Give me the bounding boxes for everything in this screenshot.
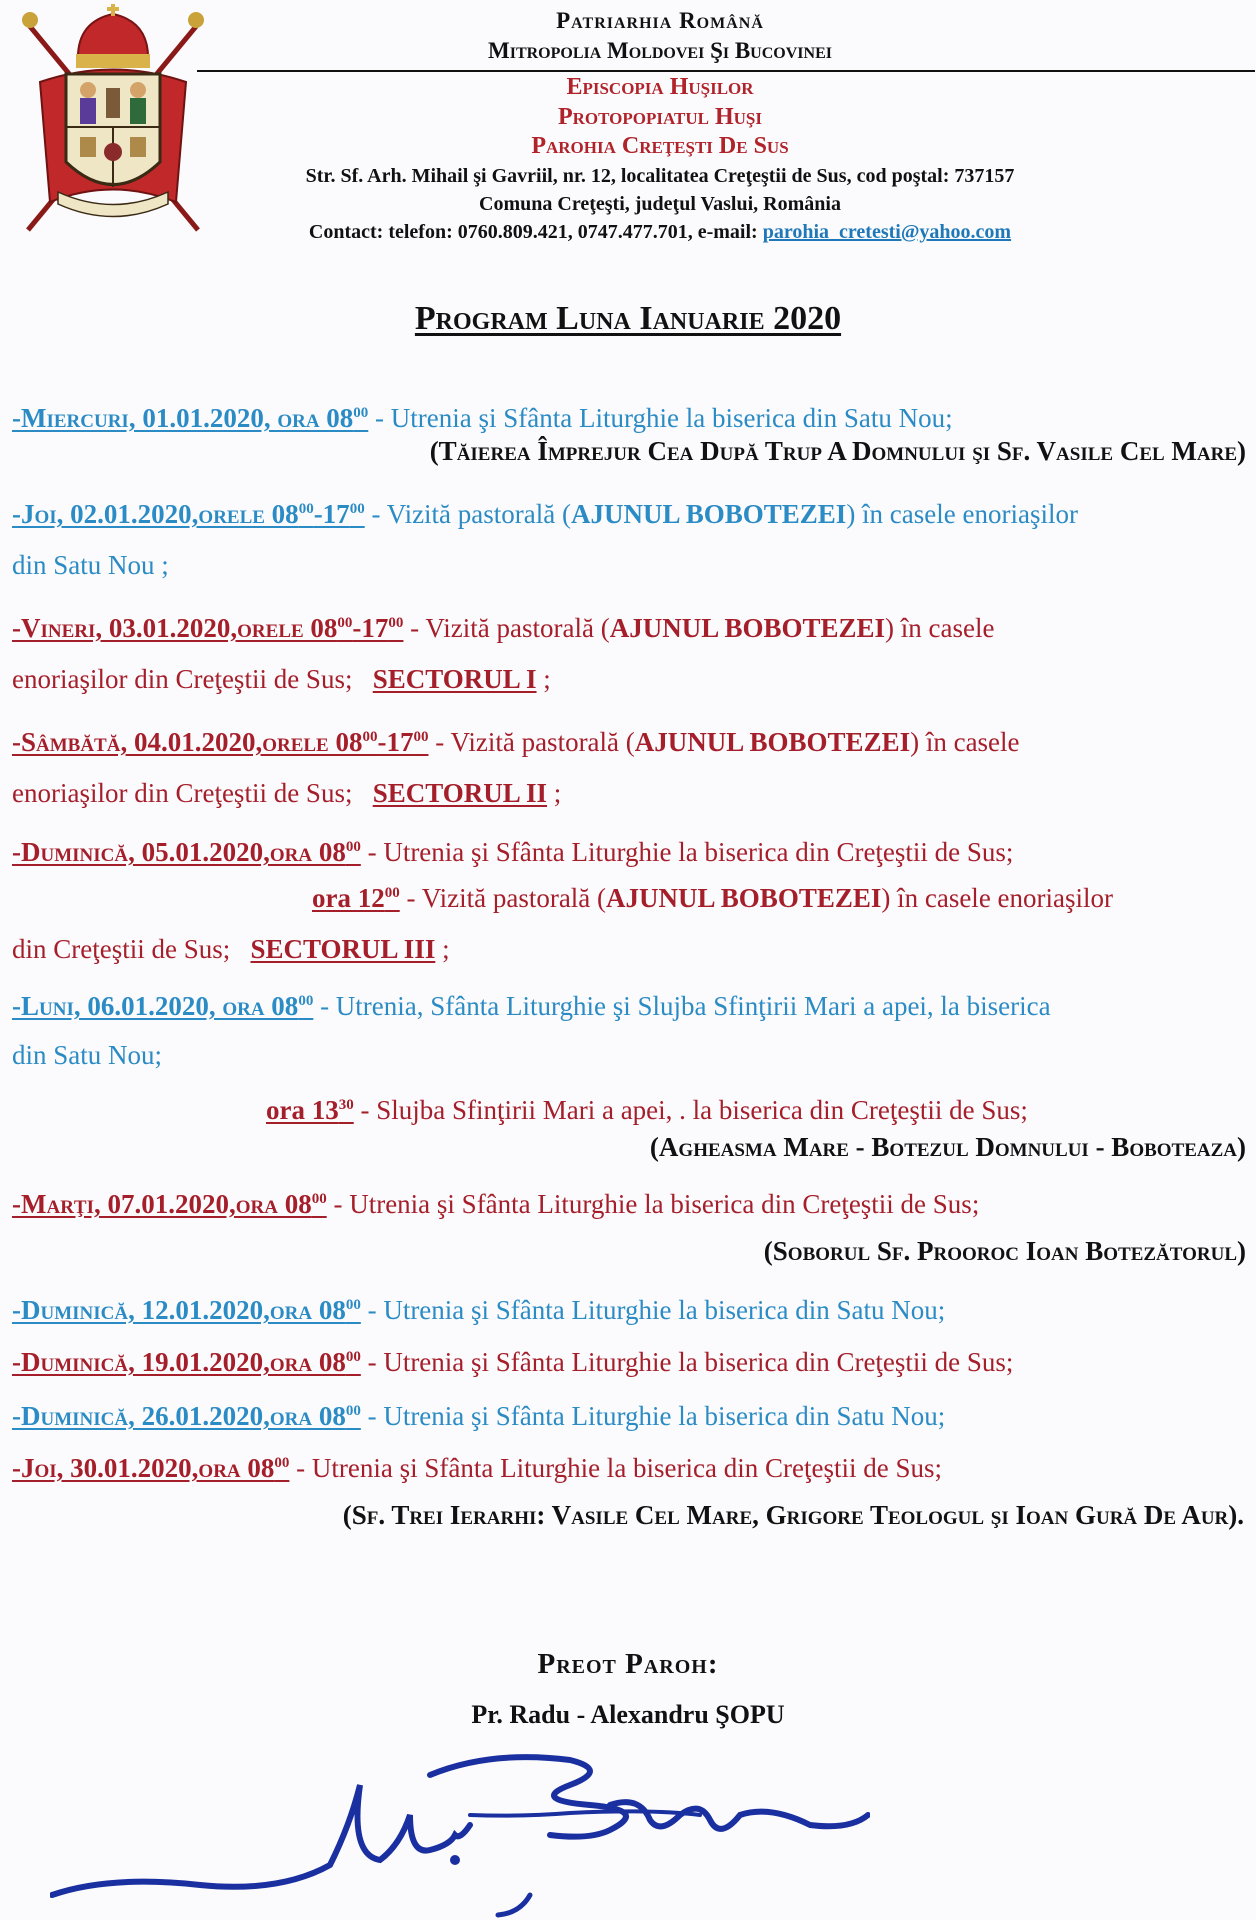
entry-06-01: -Luni, 06.01.2020, ora $08^{00}$ - Utrenia, Sfânta Liturghie şi Slujba Sfinţirii Mari a apei, la biserica	[12, 991, 1051, 1021]
entry-19-01: -Duminică, 19.01.2020,ora $08^{00}$ - Utrenia şi Sfânta Liturghie la biserica din Creţeştii de Sus;	[12, 1347, 1014, 1377]
entry-date-label: -Vineri, 03.01.2020,orele $08^{00}-17^{00}$	[12, 613, 404, 643]
header-diocese: Episcopia Huşilor	[566, 74, 754, 100]
entry-date-label: -Miercuri, 01.01.2020, ora $08^{00}$	[12, 403, 369, 433]
entry-06-01-cont: din Satu Nou;	[12, 1040, 163, 1070]
entry-02-01-cont: din Satu Nou ;	[12, 550, 169, 580]
entry-time-label: ora $13^{30}$	[266, 1095, 354, 1125]
handwritten-signature	[50, 1745, 870, 1920]
entry-time-label: ora $12^{00}$	[312, 883, 400, 913]
entry-date-label: -Sâmbătă, 04.01.2020,orele $08^{00}-17^{00}$	[12, 727, 429, 757]
entry-date-label: -Joi, 30.01.2020,ora $08^{00}$	[12, 1453, 290, 1483]
entry-02-01: -Joi, 02.01.2020,orele $08^{00}-17^{00}$ - Vizită pastorală (AJUNUL BOBOTEZEI) în casele enoriaşilor	[12, 499, 1078, 529]
page-title: Program Luna Ianuarie 2020	[414, 300, 842, 337]
entry-05-01: -Duminică, 05.01.2020,ora $08^{00}$ - Utrenia şi Sfânta Liturghie la biserica din Creţeştii de Sus;	[12, 837, 1014, 867]
feast-note-07: (Soborul Sf. Prooroc Ioan Botezătorul)	[763, 1236, 1246, 1266]
signature-role: Preot Paroh:	[537, 1648, 719, 1680]
entry-26-01: -Duminică, 26.01.2020,ora $08^{00}$ - Utrenia şi Sfânta Liturghie la biserica din Satu Nou;	[12, 1401, 946, 1431]
signature-name: Pr. Radu - Alexandru ŞOPU	[471, 1700, 785, 1729]
entry-07-01: -Marţi, 07.01.2020,ora $08^{00}$ - Utrenia şi Sfânta Liturghie la biserica din Creţeştii de Sus;	[12, 1189, 980, 1219]
entry-05-01-cont: din Creţeştii de Sus; SECTORUL III ;	[12, 934, 450, 964]
header-address-commune: Comuna Creţeşti, judeţul Vaslui, România	[479, 193, 841, 215]
feast-note-30: (Sf. Trei Ierarhi: Vasile Cel Mare, Grigore Teologul şi Ioan Gură De Aur).	[342, 1500, 1244, 1530]
entry-date-label: -Duminică, 05.01.2020,ora $08^{00}$	[12, 837, 361, 867]
entry-04-01: -Sâmbătă, 04.01.2020,orele $08^{00}-17^{00}$ - Vizită pastorală (AJUNUL BOBOTEZEI) în casele	[12, 727, 1020, 757]
entry-date-label: -Luni, 06.01.2020, ora $08^{00}$	[12, 991, 314, 1021]
header-divider	[197, 70, 1255, 72]
entry-date-label: -Joi, 02.01.2020,orele $08^{00}-17^{00}$	[12, 499, 365, 529]
entry-12-01: -Duminică, 12.01.2020,ora $08^{00}$ - Utrenia şi Sfânta Liturghie la biserica din Satu Nou;	[12, 1295, 946, 1325]
entry-06-01-afternoon: ora $13^{30}$ - Slujba Sfinţirii Mari a apei, . la biserica din Creţeştii de Sus;	[266, 1095, 1028, 1125]
header-deanery: Protopopiatul Huşi	[557, 104, 762, 130]
entry-03-01: -Vineri, 03.01.2020,orele $08^{00}-17^{00}$ - Vizită pastorală (AJUNUL BOBOTEZEI) în casele	[12, 613, 995, 643]
entry-date-label: -Duminică, 26.01.2020,ora $08^{00}$	[12, 1401, 361, 1431]
feast-note-06: (Agheasma Mare - Botezul Domnului - Boboteaza)	[649, 1132, 1246, 1162]
entry-04-01-cont: enoriaşilor din Creţeştii de Sus; SECTORUL II ;	[12, 778, 562, 808]
entry-date-label: -Marţi, 07.01.2020,ora $08^{00}$	[12, 1189, 327, 1219]
header-contact	[210, 221, 1110, 244]
sector-label: SECTORUL III	[250, 934, 436, 964]
header-parish: Parohia Creţeşti De Sus	[531, 133, 789, 159]
entry-30-01: -Joi, 30.01.2020,ora $08^{00}$ - Utrenia şi Sfânta Liturghie la biserica din Creţeştii de Sus;	[12, 1453, 942, 1483]
feast-note-01: (Tăierea Împrejur Cea După Trup A Domnului şi Sf. Vasile Cel Mare)	[429, 436, 1246, 466]
entry-05-01-noon: ora $12^{00}$ - Vizită pastorală (AJUNUL BOBOTEZEI) în casele enoriaşilor	[312, 883, 1114, 913]
contact-email-link[interactable]: parohia_cretesti@yahoo.com	[762, 221, 1012, 243]
sector-label: SECTORUL I	[372, 664, 537, 694]
entry-01-01	[12, 396, 953, 435]
header-patriarchate: Patriarhia Română	[556, 8, 764, 33]
entry-date-label: -Duminică, 12.01.2020,ora $08^{00}$	[12, 1295, 361, 1325]
entry-03-01-cont: enoriaşilor din Creţeştii de Sus; SECTORUL I ;	[12, 664, 551, 694]
entry-date-label: -Duminică, 19.01.2020,ora $08^{00}$	[12, 1347, 361, 1377]
header-metropolis: Mitropolia Moldovei Şi Bucovinei	[488, 38, 832, 63]
header-address-street: Str. Sf. Arh. Mihail şi Gavriil, nr. 12, localitatea Creţeştii de Sus, cod poştal: 737157	[305, 165, 1015, 187]
episcopal-crest-logo	[18, 2, 208, 234]
entry-description: - Utrenia şi Sfânta Liturghie la biserica din Satu Nou;	[368, 403, 953, 433]
sector-label: SECTORUL II	[372, 778, 548, 808]
contact-phones: Contact: telefon: 0760.809.421, 0747.477.701, e-mail:	[308, 221, 763, 243]
